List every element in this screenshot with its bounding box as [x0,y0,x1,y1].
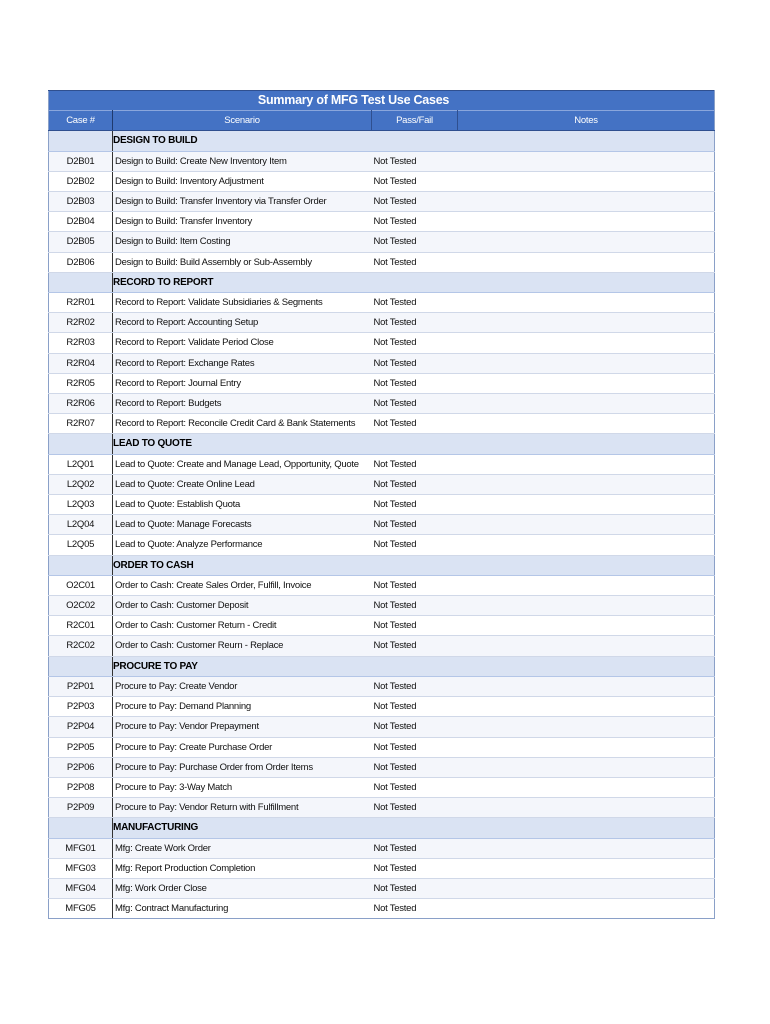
pass-fail-cell[interactable]: Not Tested [372,717,458,737]
section-spacer [49,555,113,575]
pass-fail-cell[interactable]: Not Tested [372,616,458,636]
case-id[interactable]: L2Q02 [49,474,113,494]
notes-cell[interactable] [458,414,715,434]
case-id[interactable]: D2B03 [49,192,113,212]
notes-cell[interactable] [458,474,715,494]
case-id[interactable]: O2C02 [49,596,113,616]
table-row[interactable] [49,212,715,232]
pass-fail-cell[interactable]: Not Tested [372,899,458,919]
pass-fail-cell[interactable]: Not Tested [372,575,458,595]
notes-cell[interactable] [458,838,715,858]
notes-cell[interactable] [458,616,715,636]
notes-cell[interactable] [458,858,715,878]
section-spacer [372,131,458,151]
pass-fail-cell[interactable]: Not Tested [372,394,458,414]
table-row[interactable] [49,171,715,191]
case-id[interactable]: L2Q03 [49,495,113,515]
scenario-cell[interactable]: Lead to Quote: Analyze Performance [113,535,372,555]
scenario-cell[interactable]: Record to Report: Journal Entry [113,373,372,393]
scenario-cell[interactable]: Procure to Pay: Vendor Prepayment [113,717,372,737]
title-row [49,91,715,111]
pass-fail-cell[interactable]: Not Tested [372,636,458,656]
table-row[interactable] [49,232,715,252]
notes-cell[interactable] [458,717,715,737]
section-spacer [49,818,113,838]
table-row[interactable] [49,899,715,919]
table-row[interactable] [49,495,715,515]
section-spacer [458,131,715,151]
scenario-cell[interactable]: Design to Build: Item Costing [113,232,372,252]
pass-fail-cell[interactable]: Not Tested [372,151,458,171]
pass-fail-cell[interactable]: Not Tested [372,212,458,232]
section-row [49,272,715,292]
scenario-cell[interactable]: Mfg: Contract Manufacturing [113,899,372,919]
notes-cell[interactable] [458,899,715,919]
scenario-cell[interactable]: Order to Cash: Customer Return - Credit [113,616,372,636]
section-title: PROCURE TO PAY [113,656,372,676]
section-spacer [49,434,113,454]
table-row[interactable] [49,535,715,555]
pass-fail-cell[interactable]: Not Tested [372,495,458,515]
scenario-cell[interactable]: Lead to Quote: Create and Manage Lead, Opportunity, Quote [113,454,372,474]
pass-fail-cell[interactable]: Not Tested [372,454,458,474]
section-title: RECORD TO REPORT [113,272,372,292]
scenario-cell[interactable]: Lead to Quote: Create Online Lead [113,474,372,494]
table-row[interactable] [49,353,715,373]
scenario-cell[interactable]: Order to Cash: Create Sales Order, Fulfill, Invoice [113,575,372,595]
scenario-cell[interactable]: Mfg: Report Production Completion [113,858,372,878]
pass-fail-cell[interactable]: Not Tested [372,798,458,818]
table-title [49,91,715,111]
case-id[interactable]: MFG01 [49,838,113,858]
table-row[interactable] [49,373,715,393]
notes-cell[interactable] [458,313,715,333]
case-id[interactable]: MFG03 [49,858,113,878]
case-id[interactable]: D2B01 [49,151,113,171]
section-row [49,555,715,575]
notes-cell[interactable] [458,676,715,696]
notes-cell[interactable] [458,757,715,777]
table-row[interactable] [49,151,715,171]
pass-fail-cell[interactable]: Not Tested [372,515,458,535]
pass-fail-cell[interactable]: Not Tested [372,293,458,313]
table-row[interactable] [49,858,715,878]
scenario-cell[interactable]: Design to Build: Inventory Adjustment [113,171,372,191]
notes-cell[interactable] [458,798,715,818]
section-spacer [372,555,458,575]
notes-cell[interactable] [458,394,715,414]
section-spacer [372,656,458,676]
section-spacer [49,656,113,676]
notes-cell[interactable] [458,777,715,797]
table-row[interactable] [49,737,715,757]
scenario-cell[interactable]: Design to Build: Transfer Inventory via Transfer Order [113,192,372,212]
section-spacer [458,818,715,838]
pass-fail-cell[interactable]: Not Tested [372,737,458,757]
case-id[interactable]: R2R03 [49,333,113,353]
scenario-cell[interactable]: Procure to Pay: Demand Planning [113,697,372,717]
case-id[interactable]: R2C01 [49,616,113,636]
section-row [49,131,715,151]
notes-cell[interactable] [458,192,715,212]
table-row[interactable] [49,333,715,353]
case-id[interactable]: P2P04 [49,717,113,737]
table-row[interactable] [49,878,715,898]
table-title-text: Summary of MFG Test Use Cases [257,93,450,107]
notes-cell[interactable] [458,535,715,555]
table-row[interactable] [49,757,715,777]
section-spacer [372,434,458,454]
notes-cell[interactable] [458,232,715,252]
pass-fail-cell[interactable]: Not Tested [372,171,458,191]
scenario-cell[interactable]: Design to Build: Transfer Inventory [113,212,372,232]
table-row[interactable] [49,838,715,858]
table-row[interactable] [49,636,715,656]
table-row[interactable] [49,575,715,595]
notes-cell[interactable] [458,878,715,898]
column-header-notes: Notes [458,111,715,131]
scenario-cell[interactable]: Record to Report: Reconcile Credit Card & Bank Statements [113,414,372,434]
table-row[interactable] [49,697,715,717]
case-id[interactable]: L2Q01 [49,454,113,474]
section-row [49,818,715,838]
case-id[interactable]: D2B06 [49,252,113,272]
table-row[interactable] [49,313,715,333]
column-header-pass-fail: Pass/Fail [372,111,458,131]
pass-fail-cell[interactable]: Not Tested [372,535,458,555]
table-row[interactable] [49,394,715,414]
pass-fail-cell[interactable]: Not Tested [372,474,458,494]
notes-cell[interactable] [458,353,715,373]
notes-cell[interactable] [458,697,715,717]
case-id[interactable]: P2P01 [49,676,113,696]
case-id[interactable]: MFG04 [49,878,113,898]
pass-fail-cell[interactable]: Not Tested [372,838,458,858]
scenario-cell[interactable]: Mfg: Create Work Order [113,838,372,858]
pass-fail-cell[interactable]: Not Tested [372,192,458,212]
notes-cell[interactable] [458,515,715,535]
pass-fail-cell[interactable]: Not Tested [372,697,458,717]
section-spacer [49,131,113,151]
pass-fail-cell[interactable]: Not Tested [372,232,458,252]
table-row[interactable] [49,596,715,616]
case-id[interactable]: R2R01 [49,293,113,313]
scenario-cell[interactable]: Procure to Pay: 3-Way Match [113,777,372,797]
scenario-cell[interactable]: Design to Build: Build Assembly or Sub-Assembly [113,252,372,272]
scenario-cell[interactable]: Record to Report: Accounting Setup [113,313,372,333]
table-row[interactable] [49,414,715,434]
case-id[interactable]: D2B05 [49,232,113,252]
notes-cell[interactable] [458,293,715,313]
notes-cell[interactable] [458,212,715,232]
table-row[interactable] [49,192,715,212]
notes-cell[interactable] [458,575,715,595]
notes-cell[interactable] [458,454,715,474]
case-id[interactable]: P2P08 [49,777,113,797]
section-spacer [458,555,715,575]
notes-cell[interactable] [458,333,715,353]
table-row[interactable] [49,252,715,272]
case-id[interactable]: R2R06 [49,394,113,414]
pass-fail-cell[interactable]: Not Tested [372,858,458,878]
section-spacer [458,434,715,454]
table-row[interactable] [49,454,715,474]
case-id[interactable]: O2C01 [49,575,113,595]
pass-fail-cell[interactable]: Not Tested [372,353,458,373]
case-id[interactable]: D2B04 [49,212,113,232]
notes-cell[interactable] [458,596,715,616]
notes-cell[interactable] [458,252,715,272]
table-row[interactable] [49,474,715,494]
table-row[interactable] [49,676,715,696]
table-body [49,131,715,919]
pass-fail-cell[interactable]: Not Tested [372,676,458,696]
section-spacer [372,818,458,838]
scenario-cell[interactable]: Record to Report: Validate Subsidiaries & Segments [113,293,372,313]
notes-cell[interactable] [458,737,715,757]
notes-cell[interactable] [458,495,715,515]
pass-fail-cell[interactable]: Not Tested [372,596,458,616]
scenario-cell[interactable]: Record to Report: Validate Period Close [113,333,372,353]
case-id[interactable]: R2R04 [49,353,113,373]
scenario-cell[interactable]: Record to Report: Exchange Rates [113,353,372,373]
notes-cell[interactable] [458,636,715,656]
case-id[interactable]: D2B02 [49,171,113,191]
case-id[interactable]: P2P06 [49,757,113,777]
scenario-cell[interactable]: Order to Cash: Customer Deposit [113,596,372,616]
pass-fail-cell[interactable]: Not Tested [372,313,458,333]
pass-fail-cell[interactable]: Not Tested [372,333,458,353]
case-id[interactable]: P2P03 [49,697,113,717]
section-title: ORDER TO CASH [113,555,372,575]
scenario-cell[interactable]: Procure to Pay: Create Vendor [113,676,372,696]
scenario-cell[interactable]: Lead to Quote: Manage Forecasts [113,515,372,535]
pass-fail-cell[interactable]: Not Tested [372,878,458,898]
pass-fail-cell[interactable]: Not Tested [372,757,458,777]
table-row[interactable] [49,515,715,535]
scenario-cell[interactable]: Procure to Pay: Vendor Return with Fulfillment [113,798,372,818]
section-spacer [372,272,458,292]
case-id[interactable]: L2Q05 [49,535,113,555]
section-title: DESIGN TO BUILD [113,131,372,151]
case-id[interactable]: P2P05 [49,737,113,757]
section-title: MANUFACTURING [113,818,372,838]
table-row[interactable] [49,616,715,636]
notes-cell[interactable] [458,151,715,171]
section-spacer [458,272,715,292]
pass-fail-cell[interactable]: Not Tested [372,373,458,393]
scenario-cell[interactable]: Lead to Quote: Establish Quota [113,495,372,515]
section-title: LEAD TO QUOTE [113,434,372,454]
case-id[interactable]: R2R02 [49,313,113,333]
scenario-cell[interactable]: Order to Cash: Customer Reurn - Replace [113,636,372,656]
notes-cell[interactable] [458,171,715,191]
case-id[interactable]: R2C02 [49,636,113,656]
case-id[interactable]: R2R07 [49,414,113,434]
section-row [49,656,715,676]
scenario-cell[interactable]: Procure to Pay: Purchase Order from Order Items [113,757,372,777]
case-id[interactable]: R2R05 [49,373,113,393]
case-id[interactable]: L2Q04 [49,515,113,535]
pass-fail-cell[interactable]: Not Tested [372,414,458,434]
case-id[interactable]: MFG05 [49,899,113,919]
column-header-case: Case # [49,111,113,131]
pass-fail-cell[interactable]: Not Tested [372,252,458,272]
column-header-scenario: Scenario [113,111,372,131]
case-id[interactable]: P2P09 [49,798,113,818]
section-row [49,434,715,454]
notes-cell[interactable] [458,373,715,393]
scenario-cell[interactable]: Record to Report: Budgets [113,394,372,414]
section-spacer [49,272,113,292]
scenario-cell[interactable]: Design to Build: Create New Inventory Item [113,151,372,171]
table-row[interactable] [49,717,715,737]
scenario-cell[interactable]: Mfg: Work Order Close [113,878,372,898]
header-row [49,111,715,131]
scenario-cell[interactable]: Procure to Pay: Create Purchase Order [113,737,372,757]
pass-fail-cell[interactable]: Not Tested [372,777,458,797]
table-row[interactable] [49,798,715,818]
table-row[interactable] [49,293,715,313]
section-spacer [458,656,715,676]
test-cases-table [48,90,715,919]
table-row[interactable] [49,777,715,797]
